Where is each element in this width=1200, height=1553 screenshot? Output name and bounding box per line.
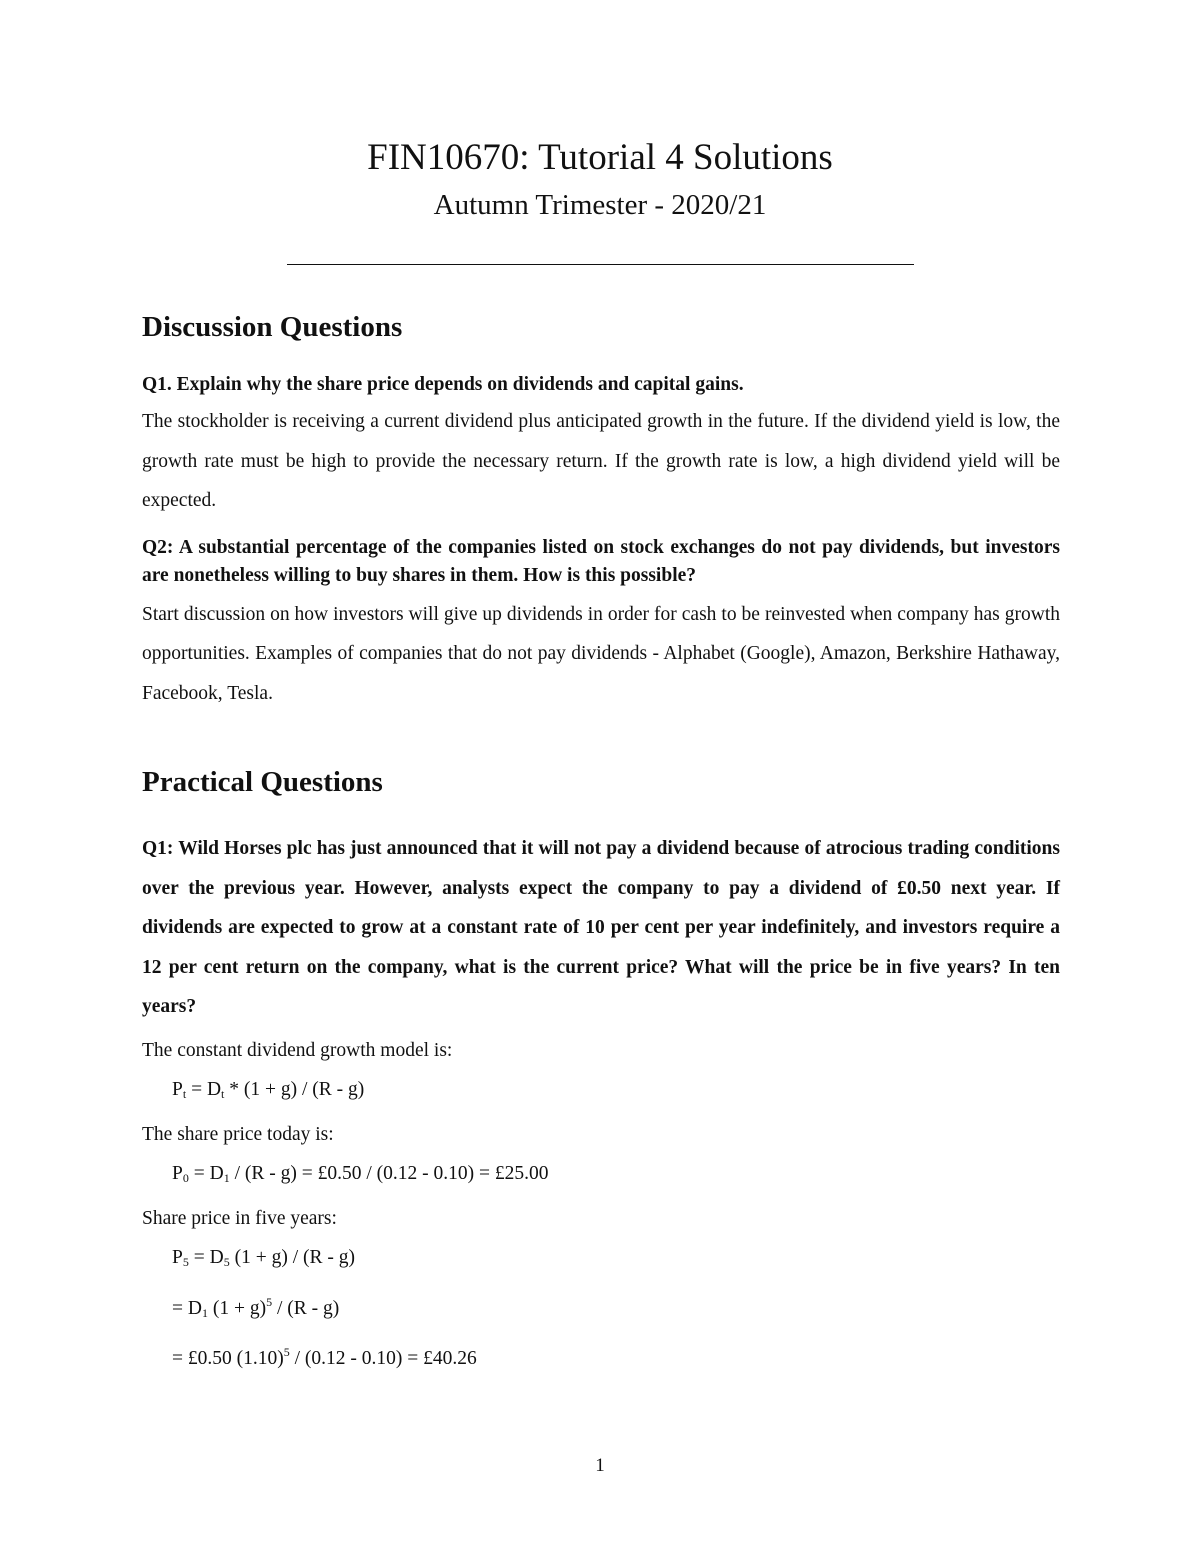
document-title: FIN10670: Tutorial 4 Solutions [367,137,833,178]
discussion-heading: Discussion Questions [142,311,403,343]
five-years-equation-1: $P_5 = D_5$ (1 + g) / (R - g) [172,1247,355,1269]
page-number: 1 [595,1455,605,1476]
model-intro: The constant dividend growth model is: [142,1039,453,1061]
discussion-q1-answer: The stockholder is receiving a current dividend plus anticipated growth in the future. If the dividend yield is low, the growth rate must be high to provide the necessary return. If the growth rate is low, a high dividend yield will be expected. [142,411,1060,511]
five-years-intro: Share price in five years: [142,1207,337,1229]
document-subtitle: Autumn Trimester - 2020/21 [433,189,767,221]
discussion-q1-question: Q1. Explain why the share price depends on dividends and capital gains. [142,374,744,395]
five-years-equation-2: = $D_1$ $(1 + g)^5 / (R - g)$ [172,1294,340,1320]
today-intro: The share price today is: [142,1123,334,1145]
document-body [142,310,1060,1379]
today-equation: $P_0 = D_1 / (R - g)$ = £0.50 / (0.12 - 0.10) = £25.00 [172,1163,549,1185]
five-years-equation-3: = £0.50 $(1.10)^5 / (0.12 - 0.10)$ = £40.26 [172,1345,477,1369]
practical-heading: Practical Questions [142,766,383,798]
model-equation: $P_t = D_t * (1 + g) / (R - g)$ [172,1079,365,1101]
discussion-q2-answer: Start discussion on how investors will give up dividends in order for cash to be reinvested when company has growth opportunities. Examples of companies that do not pay dividends - Alphabet (Google), Amazon, Berkshire Hathaway, Facebook, Tesla. [142,603,1060,704]
discussion-q2-question: Q2: A substantial percentage of the companies listed on stock exchanges do not pay dividends, but investors are nonetheless willing to buy shares in them. How is this possible? [142,536,1060,586]
practical-q1-question: Q1: Wild Horses plc has just announced that it will not pay a dividend because of atrocious trading conditions over the previous year. However, analysts expect the company to pay a dividend of £0.50 next year. If dividends are expected to grow at a constant rate of 10 per cent per year indefinitely, and investors require a 12 per cent return on the company, what is the current price? What will the price be in five years? In ten years? [142,838,1060,1017]
title-divider [287,264,914,265]
